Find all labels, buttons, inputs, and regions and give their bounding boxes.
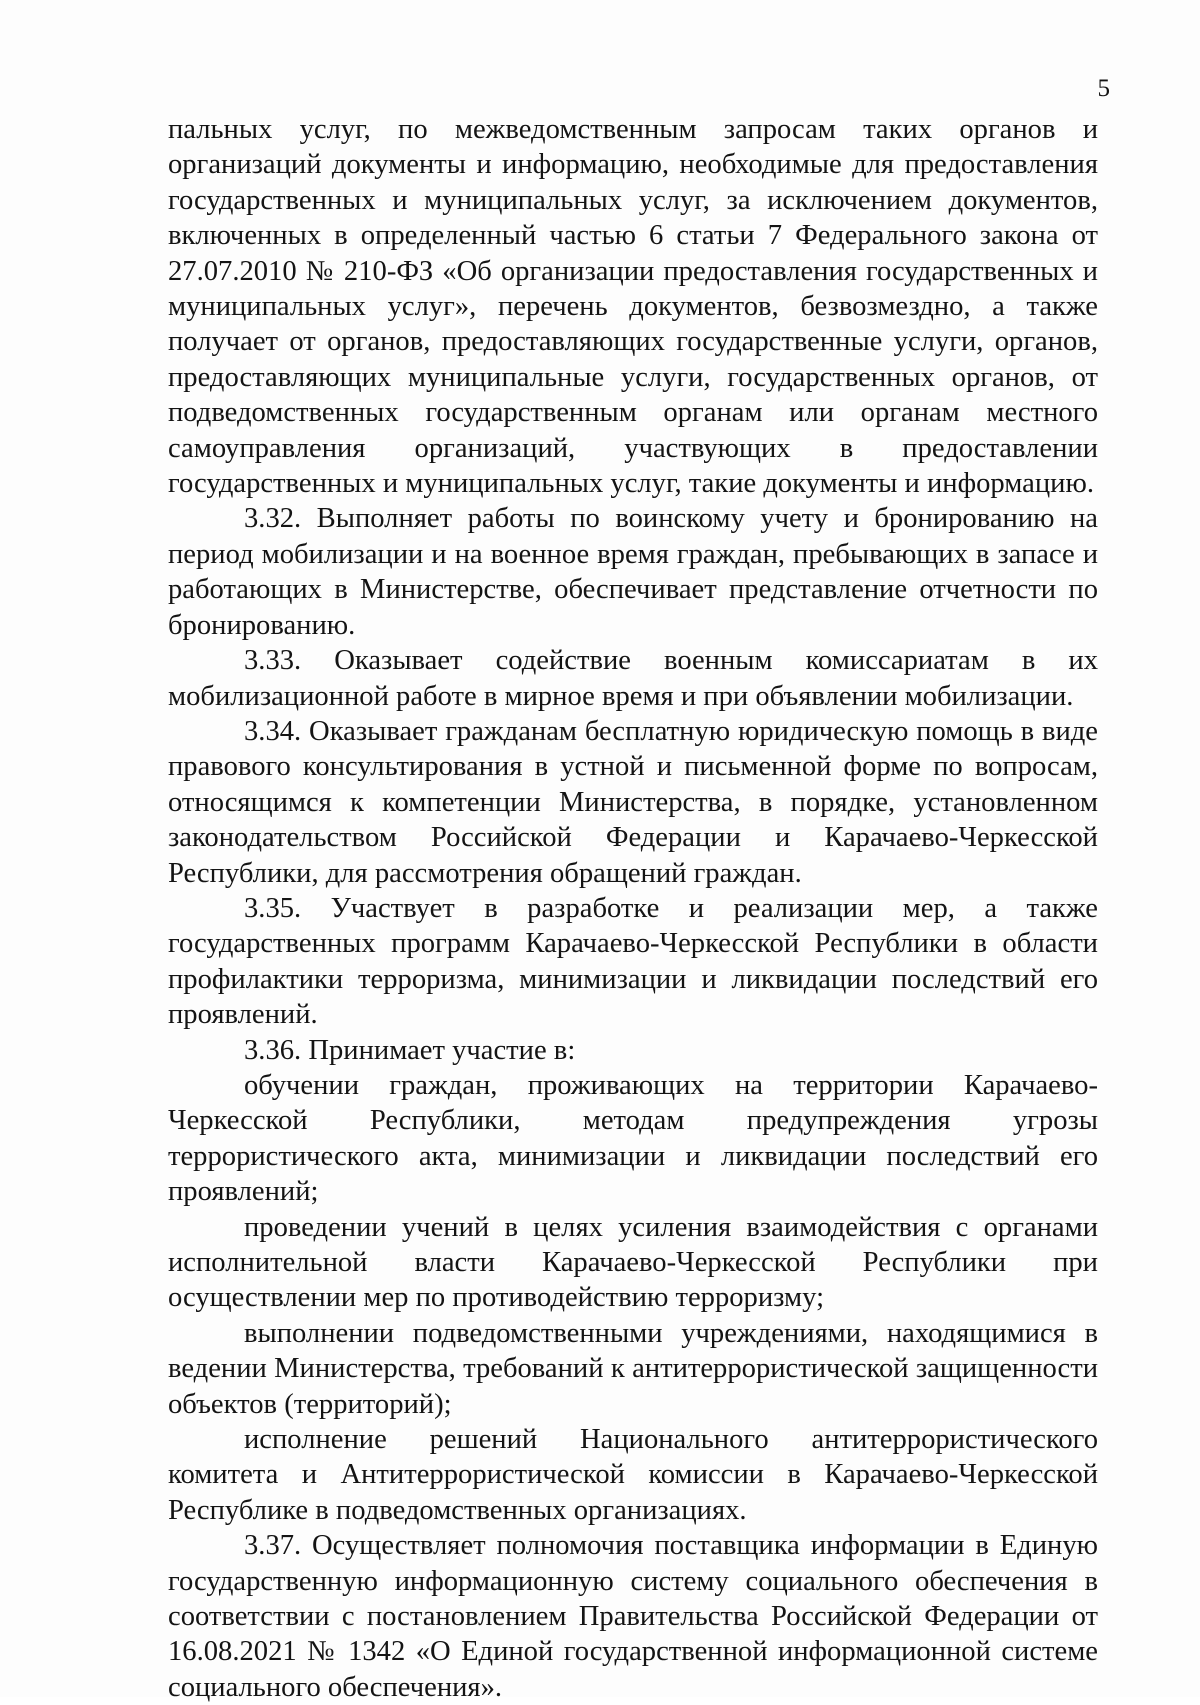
page-number: 5 [1097, 75, 1110, 102]
paragraph-3-36-item-2: проведении учений в целях усиления взаимодействия с органами исполнительной власти Карачаево-Черкесской Республики при осуществлении мер по противодействию терроризму; [168, 1211, 1098, 1314]
paragraph-3-32: 3.32. Выполняет работы по воинскому учету и бронированию на период мобилизации и на военное время граждан, пребывающих в запасе и работающих в Министерстве, обеспечивает представление отчетности по бронированию. [168, 503, 1098, 641]
document-body [168, 112, 1098, 1705]
paragraph-continuation: пальных услуг, по межведомственным запросам таких органов и организаций документы и информацию, необходимые для предоставления государственных и муниципальных услуг, за исключением документов, включенных в определенный частью 6 статьи 7 Федерального закона от 27.07.2010 № 210-ФЗ «Об организации предоставления государственных и муниципальных услуг», перечень документов, безвозмездно, а также получает от органов, предоставляющих государственные услуги, органов, предоставляющих муниципальные услуги, государственных органов, от подведомственных государственным органам или органам местного самоуправления организаций, участвующих в предоставлении государственных и муниципальных услуг, такие документы и информацию. [168, 114, 1098, 500]
paragraph-3-36-item-3: выполнении подведомственными учреждениями, находящимися в ведении Министерства, требований к антитеррористической защищенности объектов (территорий); [168, 1317, 1098, 1420]
paragraph-3-33: 3.33. Оказывает содействие военным комиссариатам в их мобилизационной работе в мирное время и при объявлении мобилизации. [168, 645, 1098, 712]
paragraph-3-36-item-4: исполнение решений Национального антитеррористического комитета и Антитеррористической комиссии в Карачаево-Черкесской Республике в подведомственных организациях. [168, 1424, 1098, 1526]
paragraph-3-36-item-1: обучении граждан, проживающих на территории Карачаево-Черкесской Республики, методам предупреждения угрозы террористического акта, минимизации и ликвидации последствий его проявлений; [168, 1069, 1098, 1208]
paragraph-3-36: 3.36. Принимает участие в: [244, 1034, 576, 1066]
paragraph-3-34: 3.34. Оказывает гражданам бесплатную юридическую помощь в виде правового консультирования в устной и письменной форме по вопросам, относящимся к компетенции Министерства, в порядке, установленном законодательством Российской Федерации и Карачаево-Черкесской Республики, для рассмотрения обращений граждан. [168, 715, 1098, 889]
paragraph-3-37: 3.37. Осуществляет полномочия поставщика информации в Единую государственную информационную систему социального обеспечения в соответствии с постановлением Правительства Российской Федерации от 16.08.2021 № 1342 «О Единой государственной информационной системе социального обеспечения». [168, 1530, 1098, 1703]
paragraph-3-35: 3.35. Участвует в разработке и реализации мер, а также государственных программ Карачаево-Черкесской Республики в области профилактики терроризма, минимизации и ликвидации последствий его проявлений. [168, 892, 1098, 1031]
